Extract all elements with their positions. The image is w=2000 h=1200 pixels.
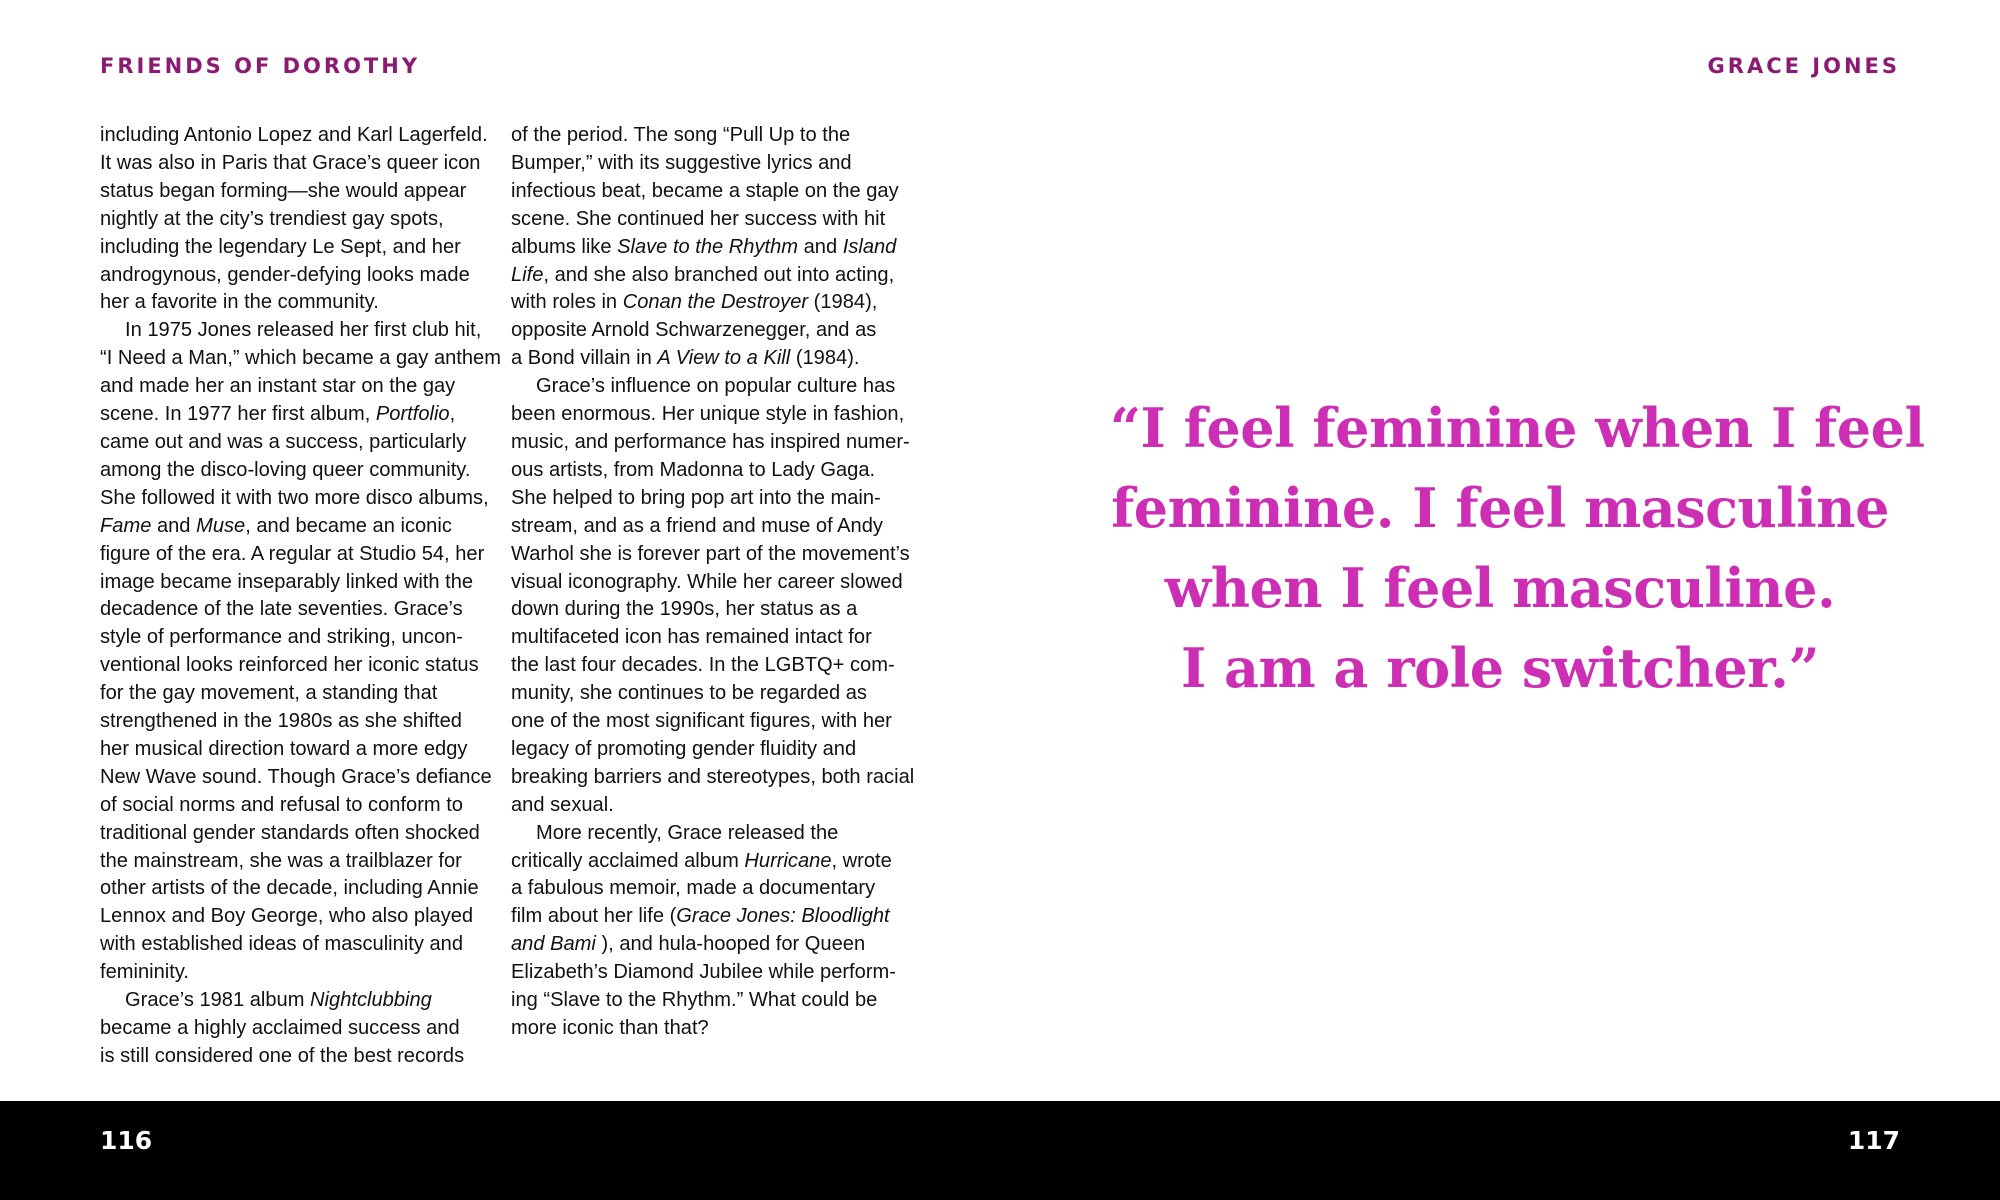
text-line <box>100 848 498 876</box>
text-line <box>100 792 498 820</box>
text-run: with established ideas of masculinity and <box>100 933 464 956</box>
italic-text: and Bami <box>511 933 596 956</box>
text-run: traditional gender standards often shocked <box>100 821 480 844</box>
text-line <box>511 652 909 680</box>
text-line <box>511 959 909 987</box>
text-run: her musical direction toward a more edgy <box>100 737 468 760</box>
text-run: critically acclaimed album <box>511 849 745 872</box>
text-line <box>511 903 909 931</box>
text-run: munity, she continues to be regarded as <box>511 682 867 705</box>
text-run: New Wave sound. Though Grace’s defiance <box>100 765 492 788</box>
text-run: became a highly acclaimed success and <box>100 1017 460 1039</box>
text-line <box>100 680 498 708</box>
text-run: (1984), <box>808 291 878 314</box>
text-run: She helped to bring pop art into the main- <box>511 486 881 509</box>
text-run: is still considered one of the best records <box>100 1044 465 1067</box>
text-run: the last four decades. In the LGBTQ+ com- <box>511 654 895 677</box>
text-run: stream, and as a friend and muse of Andy <box>511 514 883 537</box>
text-run: and <box>798 235 843 258</box>
text-run: opposite Arnold Schwarzenegger, and as <box>511 319 877 342</box>
text-run: Lennox and Boy George, who also played <box>100 905 474 928</box>
text-run: figure of the era. A regular at Studio 54, her <box>100 542 485 565</box>
italic-text: Fame <box>100 514 152 537</box>
text-run: including Antonio Lopez and Karl Lagerfeld. <box>100 124 488 146</box>
text-line <box>511 485 909 513</box>
text-line <box>100 150 498 178</box>
text-line <box>100 652 498 680</box>
text-run: “I Need a Man,” which became a gay anthem <box>100 347 501 370</box>
text-line <box>100 987 498 1015</box>
text-line <box>100 317 498 345</box>
text-run: more iconic than that? <box>511 1017 709 1039</box>
text-line <box>511 541 909 569</box>
text-line <box>100 401 498 429</box>
pull-quote-line: feminine. I feel masculine <box>1111 476 1889 540</box>
text-run: and made her an instant star on the gay <box>100 375 456 398</box>
text-run: , <box>449 403 456 426</box>
text-run: been enormous. Her unique style in fashion, <box>511 403 905 426</box>
text-line <box>100 596 498 624</box>
text-line <box>511 569 909 597</box>
text-line <box>100 1015 498 1043</box>
text-line <box>100 736 498 764</box>
text-line <box>100 178 498 206</box>
text-run: among the disco-loving queer community. <box>100 458 471 481</box>
pull-quote-line: when I feel masculine. <box>1164 556 1836 620</box>
text-run: the mainstream, she was a trailblazer for <box>100 849 462 872</box>
text-run: , wrote <box>831 849 892 872</box>
text-run: androgynous, gender-defying looks made <box>100 263 470 286</box>
text-run: decadence of the late seventies. Grace’s <box>100 598 463 621</box>
text-run: scene. She continued her success with hit <box>511 207 886 230</box>
text-line <box>100 1043 498 1071</box>
text-run: More recently, Grace released the <box>536 821 839 844</box>
text-run: Bumper,” with its suggestive lyrics and <box>511 151 852 174</box>
text-line <box>511 345 909 373</box>
footer-bar <box>0 1101 2000 1200</box>
text-run: music, and performance has inspired numer- <box>511 430 910 453</box>
italic-text: Grace Jones: Bloodlight <box>676 905 890 928</box>
text-line <box>100 457 498 485</box>
text-run: and sexual. <box>511 793 614 816</box>
text-line <box>100 122 498 150</box>
text-line <box>511 875 909 903</box>
text-line <box>511 206 909 234</box>
text-run: visual iconography. While her career slowed <box>511 570 903 593</box>
text-line <box>100 624 498 652</box>
text-run: scene. In 1977 her first album, <box>100 403 376 426</box>
italic-text: Life <box>511 263 544 286</box>
text-run: , and became an iconic <box>245 514 452 537</box>
running-head-right: GRACE JONES <box>1707 54 1900 78</box>
text-run: for the gay movement, a standing that <box>100 682 438 705</box>
page-number-left: 116 <box>100 1126 153 1155</box>
text-run: of the period. The song “Pull Up to the <box>511 124 851 146</box>
italic-text: Portfolio <box>375 403 450 426</box>
text-line <box>100 345 501 373</box>
text-line <box>511 736 909 764</box>
body-column-right <box>511 122 915 1043</box>
text-run: (1984). <box>790 347 860 370</box>
text-run: Warhol she is forever part of the movement’s <box>511 542 910 565</box>
pull-quote-line: “I feel feminine when I feel <box>1110 396 1925 460</box>
text-run: of social norms and refusal to conform to <box>100 793 463 816</box>
italic-text: Muse <box>196 514 246 537</box>
text-line <box>511 178 909 206</box>
text-line <box>511 1015 909 1043</box>
text-line <box>511 234 909 262</box>
text-line <box>511 401 909 429</box>
italic-text: Hurricane <box>744 849 832 872</box>
text-run: nightly at the city’s trendiest gay spots, <box>100 207 444 230</box>
text-line <box>100 708 498 736</box>
pull-quote-line: I am a role switcher.” <box>1180 636 1820 700</box>
text-line <box>511 373 909 401</box>
text-line <box>511 987 909 1015</box>
text-line <box>100 541 498 569</box>
text-run: including the legendary Le Sept, and her <box>100 235 461 258</box>
text-line <box>100 289 498 317</box>
text-run: strengthened in the 1980s as she shifted <box>100 710 462 733</box>
text-run: style of performance and striking, uncon- <box>100 626 463 649</box>
text-line <box>100 262 498 290</box>
italic-text: Slave to the Rhythm <box>617 235 799 258</box>
text-run: her a favorite in the community. <box>100 291 379 314</box>
text-line <box>100 820 498 848</box>
text-line <box>511 150 909 178</box>
text-line <box>511 680 909 708</box>
text-run: Elizabeth’s Diamond Jubilee while perform- <box>511 961 896 984</box>
text-run: infectious beat, became a staple on the gay <box>511 179 899 202</box>
text-line <box>100 513 498 541</box>
text-line <box>511 289 909 317</box>
text-run: She followed it with two more disco albums, <box>100 486 489 509</box>
text-line <box>511 513 909 541</box>
text-line <box>100 206 498 234</box>
text-line <box>511 122 909 150</box>
text-line <box>100 429 498 457</box>
text-run: a Bond villain in <box>511 347 658 370</box>
text-run: came out and was a success, particularly <box>100 430 467 453</box>
text-line <box>100 875 498 903</box>
text-line <box>100 959 498 987</box>
text-run: status began forming—she would appear <box>100 179 467 202</box>
text-run: with roles in <box>511 291 623 314</box>
text-run: ous artists, from Madonna to Lady Gaga. <box>511 458 876 481</box>
text-run: It was also in Paris that Grace’s queer icon <box>100 151 481 174</box>
text-run: albums like <box>511 235 618 258</box>
text-run: ventional looks reinforced her iconic status <box>100 654 479 677</box>
text-line <box>511 596 909 624</box>
text-run: multifaceted icon has remained intact for <box>511 626 872 649</box>
italic-text: Conan the Destroyer <box>622 291 809 314</box>
italic-text: A View to a Kill <box>657 347 791 370</box>
text-line <box>100 569 498 597</box>
text-run: Grace’s 1981 album <box>125 989 311 1012</box>
text-run: one of the most significant figures, with her <box>511 710 892 733</box>
text-line <box>100 931 498 959</box>
text-run: a fabulous memoir, made a documentary <box>511 877 876 900</box>
text-run: In 1975 Jones released her first club hit, <box>125 319 482 342</box>
text-line <box>511 429 909 457</box>
text-run: film about her life ( <box>511 905 677 928</box>
text-run: breaking barriers and stereotypes, both racial <box>511 765 915 788</box>
text-line <box>511 262 909 290</box>
text-line <box>511 820 909 848</box>
text-line <box>511 764 915 792</box>
text-line <box>511 708 909 736</box>
text-line <box>100 485 498 513</box>
text-run: ), and hula-hooped for Queen <box>595 933 866 956</box>
text-run: down during the 1990s, her status as a <box>511 598 858 621</box>
text-run: legacy of promoting gender fluidity and <box>511 737 857 760</box>
text-line <box>100 234 498 262</box>
text-run: and <box>151 514 197 537</box>
text-line <box>511 931 909 959</box>
running-head-left: FRIENDS OF DOROTHY <box>100 54 421 78</box>
text-line <box>511 792 909 820</box>
text-line <box>100 373 498 401</box>
text-line <box>511 457 909 485</box>
text-run: Grace’s influence on popular culture has <box>536 375 896 398</box>
text-run: , and she also branched out into acting, <box>543 263 895 286</box>
text-line <box>511 624 909 652</box>
text-line <box>100 903 498 931</box>
text-run: other artists of the decade, including Annie <box>100 877 479 900</box>
italic-text: Nightclubbing <box>310 989 432 1012</box>
page-number-right: 117 <box>1847 1126 1900 1155</box>
body-column-left <box>100 122 501 1071</box>
text-line <box>511 317 909 345</box>
text-line <box>511 848 909 876</box>
text-run: ing “Slave to the Rhythm.” What could be <box>511 989 878 1012</box>
text-line <box>100 764 498 792</box>
italic-text: Island <box>842 235 897 258</box>
text-run: femininity. <box>100 961 189 984</box>
text-run: image became inseparably linked with the <box>100 570 474 593</box>
pull-quote <box>1110 388 1925 708</box>
